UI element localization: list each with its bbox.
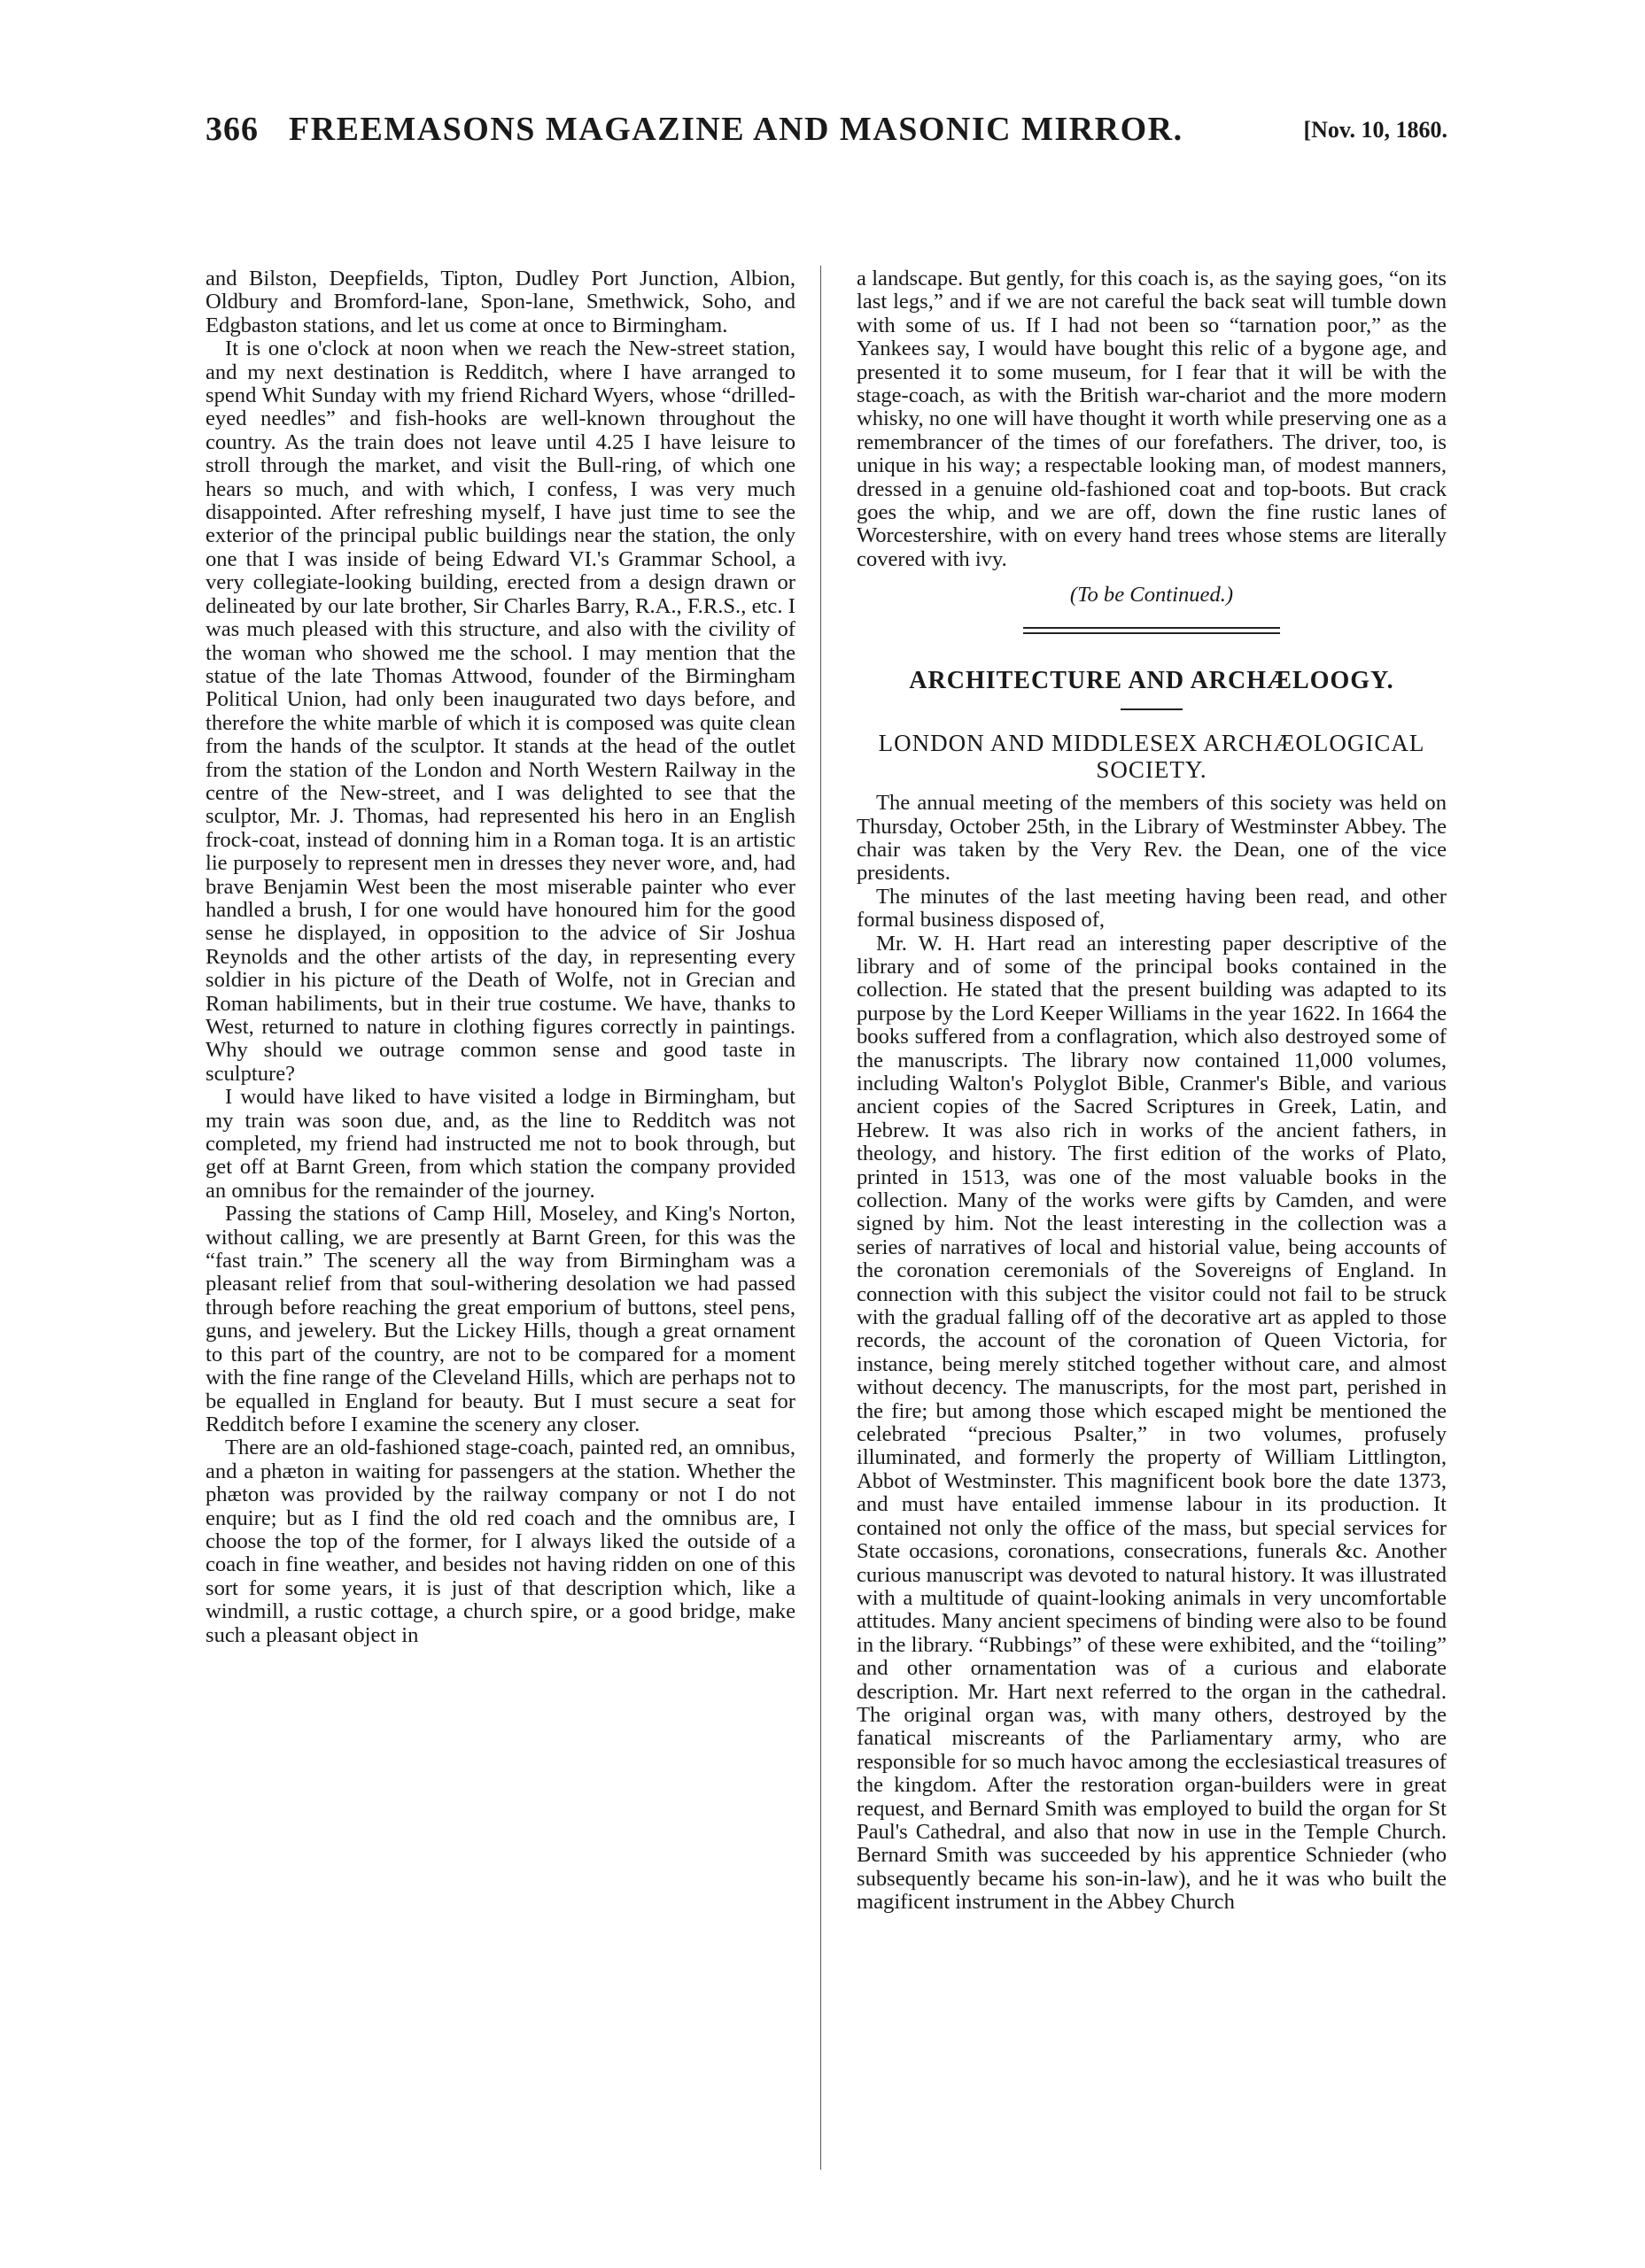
paragraph: There are an old-fashioned stage-coach, painted red, an omnibus, and a phæton in waiting for passengers at the station. Whether the phæton was provided by the railway company or not I do not enquire; but as I find the old red coach and the omnibus are, I choose the top of the former, for I always liked the outside of a coach in fine weather, and besides not having ridden on one of this sort for some years, it is just of that description which, like a windmill, a rustic cottage, a church spire, or a good bridge, make such a pleasant object in bbox=[206, 1436, 795, 1647]
section-title: ARCHITECTURE AND ARCHÆLOOGY. bbox=[909, 666, 1394, 694]
paragraph: It is one o'clock at noon when we reach the New-street station, and my next destination is Redditch, where I have arranged to spend Whit Sunday with my friend Richard Wyers, whose “drilled-eyed needles” and fish-hooks are well-known throughout the country. As the train does not leave until 4.25 I have leisure to stroll through the market, and visit the Bull-ring, of which one hears so much, and with which, I confess, I was very much disappointed. After refreshing myself, I have just time to see the exterior of the principal public buildings near the station, the only one that I was inside of being Edward VI.'s Grammar School, a very collegiate-looking building, erected from a design drawn or delineated by our late brother, Sir Charles Barry, R.A., F.R.S., etc. I was much pleased with this structure, and also with the civility of the woman who showed me the school. I may mention that the statue of the late Thomas Attwood, founder of the Birmingham Political Union, had only been inaugurated two days before, and therefore the white marble of which it is composed was quite clean from the hands of the sculptor. It stands at the head of the outlet from the station of the London and North Western Railway in the centre of the New-street, and I was delighted to see that the sculptor, Mr. J. Thomas, had represented his hero in an English frock-coat, instead of donning him in a Roman toga. It is an artistic lie purposely to represent men in dresses they never wore, and, had brave Benjamin West been the most miserable painter who ever handled a brush, I for one would have honoured him for the good sense he displayed, in opposition to the advice of Sir Joshua Reynolds and the other artists of the day, in representing every soldier in his picture of the Death of Wolfe, not in Grecian and Roman habiliments, but in their true costume. We have, thanks to West, returned to nature in clothing figures correctly in paintings. Why should we outrage common sense and good taste in sculpture? bbox=[206, 337, 795, 1086]
column-divider bbox=[820, 266, 821, 2170]
running-title: FREEMASONS MAGAZINE AND MASONIC MIRROR. bbox=[289, 111, 1183, 148]
paragraph: The minutes of the last meeting having been read, and other formal business disposed of, bbox=[857, 884, 1447, 933]
page-number: 366 bbox=[206, 111, 259, 148]
page-header bbox=[206, 104, 1447, 158]
section-divider bbox=[1023, 627, 1280, 634]
paragraph: I would have liked to have visited a lodge in Birmingham, but my train was soon due, and, as the line to Redditch was not completed, my friend had instructed me not to book through, but get off at Barnt Green, from which station the company provided an omnibus for the remainder of the journey. bbox=[206, 1085, 795, 1203]
article-title: LONDON AND MIDDLESEX ARCHÆOLOGICAL SOCIETY. bbox=[878, 730, 1425, 784]
paragraph: a landscape. But gently, for this coach is, as the saying goes, “on its last legs,” and if we are not careful the back seat will tumble down with some of us. If I had not been so “tarnation poor,” as the Yankees say, I would have bought this relic of a bygone age, and presented it to some museum, for I fear that it will be with the stage-coach, as with the British war-chariot and the more modern whisky, no one will have thought it worth while preserving one as a remembrancer of the times of our forefathers. The driver, too, is unique in his way; a respectable looking man, of modest manners, dressed in a genuine old-fashioned coat and top-boots. But crack goes the whip, and we are off, down the fine rustic lanes of Worcestershire, with on every hand trees whose stems are literally covered with ivy. bbox=[857, 267, 1447, 571]
right-column bbox=[857, 267, 1447, 2194]
title-divider bbox=[1121, 708, 1183, 710]
paragraph: Passing the stations of Camp Hill, Moseley, and King's Norton, without calling, we are presently at Barnt Green, for this was the “fast train.” The scenery all the way from Birmingham was a pleasant relief from that soul-withering desolation we had passed through before reaching the great emporium of buttons, steel pens, guns, and jewelery. But the Lickey Hills, though a great ornament to this part of the country, are not to be compared for a moment with the fine range of the Cleveland Hills, which are perhaps not to be equalled in England for beauty. But I must secure a seat for Redditch before I examine the scenery any closer. bbox=[206, 1202, 795, 1436]
issue-date: [Nov. 10, 1860. bbox=[1303, 117, 1447, 143]
paragraph: Mr. W. H. Hart read an interesting paper descriptive of the library and of some of the principal books contained in the collection. He stated that the present building was adapted to its purpose by the Lord Keeper Williams in the year 1622. In 1664 the books suffered from a conflagration, which also destroyed some of the manuscripts. The library now contained 11,000 volumes, including Walton's Polyglot Bible, Cranmer's Bible, and various ancient copies of the Sacred Scriptures in Greek, Latin, and Hebrew. It was also rich in works of the ancient fathers, in theology, and history. The first edition of the works of Plato, printed in 1513, was one of the most valuable books in the collection. Many of the works were gifts by Camden, and were signed by him. Not the least interesting in the collection was a series of narratives of local and historial value, being accounts of the coronation ceremonials of the Sovereigns of England. In connection with this subject the visitor could not fail to be struck with the gradual falling off of the decorative art as appled to those records, the account of the coronation of Queen Victoria, for instance, being merely stitched together without care, and almost without decency. The manuscripts, for the most part, perished in the fire; but among those which escaped might be mentioned the celebrated “precious Psalter,” in two volumes, profusely illuminated, and formerly the property of William Littlington, Abbot of Westminster. This magnificent book bore the date 1373, and must have entailed immense labour in its production. It contained not only the office of the mass, but special services for State occasions, coronations, consecrations, funerals &c. Another curious manuscript was devoted to natural history. It was illustrated with a multitude of quaint-looking animals in very uncomfortable attitudes. Many ancient specimens of binding were also to be found in the library. “Rubbings” of these were exhibited, and the “toiling” and other ornamentation was of a curious and elaborate description. Mr. Hart next referred to the organ in the cathedral. The original organ was, with many others, destroyed by the fanatical miscreants of the Parliamentary army, who are responsible for so much havoc among the ecclesiastical treasures of the kingdom. After the restoration organ-builders were in great request, and Bernard Smith was employed to build the organ for St Paul's Cathedral, and also that now in use in the Temple Church. Bernard Smith was succeeded by his apprentice Schnieder (who subsequently became his son-in-law), and he it was who built the magificent instrument in the Abbey Church bbox=[857, 931, 1447, 1915]
to-be-continued-note: (To be Continued.) bbox=[1069, 583, 1234, 608]
paragraph: The annual meeting of the members of this society was held on Thursday, October 25th, in the Library of Westminster Abbey. The chair was taken by the Very Rev. the Dean, one of the vice presidents. bbox=[857, 791, 1447, 886]
left-column bbox=[206, 267, 795, 2194]
paragraph: and Bilston, Deepfields, Tipton, Dudley Port Junction, Albion, Oldbury and Bromford-lane, Spon-lane, Smethwick, Soho, and Edgbaston stations, and let us come at once to Birmingham. bbox=[206, 267, 795, 337]
